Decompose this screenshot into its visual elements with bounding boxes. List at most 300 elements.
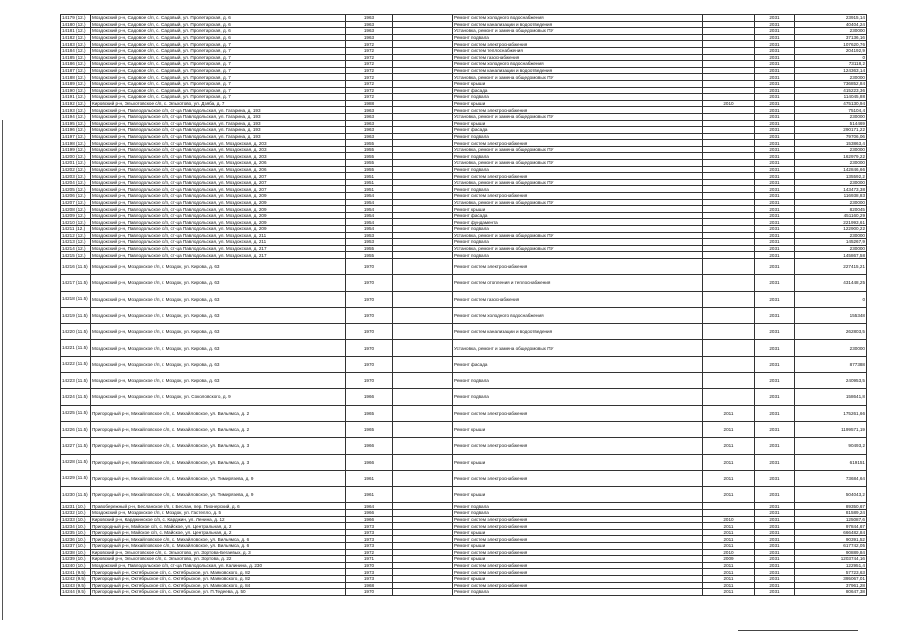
cell-year-last-repair <box>703 199 755 206</box>
cell-work-type: Установка, ремонт и замена общедомовых ПУ <box>453 146 703 153</box>
cell-row-id: 14209 (12.) <box>61 212 91 219</box>
cell-planned-year: 2031 <box>755 41 795 48</box>
cell-planned-year: 2031 <box>755 470 795 486</box>
cell-planned-year: 2031 <box>755 28 795 35</box>
cell-address: Моздокский р-н, Павлодольское с/п, ст-ца Павлодольская, ул. Моздокская, д. 209 <box>91 206 346 213</box>
table-row <box>61 212 867 219</box>
cell-year-last-repair: 2011 <box>703 575 755 582</box>
cell-planned-year: 2031 <box>755 100 795 107</box>
cell-year-built: 1954 <box>346 206 393 213</box>
cell-year-last-repair <box>703 47 755 54</box>
cell-work-type: Ремонт подвала <box>453 94 703 101</box>
cell-address: Моздокский р-н, Садовое с/п, с. Садовый, ул. Пролетарская, д. 7 <box>91 41 346 48</box>
cell-year-built: 1963 <box>346 133 393 140</box>
cell-address: Моздокский р-н, Павлодольское с/п, ст-ца Павлодольская, ул. Моздокская, д. 209 <box>91 219 346 226</box>
cell-planned-year: 2031 <box>755 107 795 114</box>
table-row <box>61 113 867 120</box>
table-row <box>61 140 867 147</box>
cell-work-type: Установка, ремонт и замена общедомовых ПУ <box>453 340 703 356</box>
cell-cost: 142846,66 <box>795 166 867 173</box>
cell-year-prev-repair <box>393 536 453 543</box>
table-row <box>61 153 867 160</box>
cell-planned-year: 2031 <box>755 356 795 372</box>
cell-planned-year: 2031 <box>755 516 795 523</box>
cell-row-id: 14220 (11.5) <box>61 324 91 340</box>
table-row <box>61 186 867 193</box>
table-row <box>61 107 867 114</box>
cell-year-last-repair: 2011 <box>703 569 755 576</box>
cell-row-id: 14204 (12.) <box>61 179 91 186</box>
cell-work-type: Ремонт подвала <box>453 252 703 259</box>
cell-year-built: 1972 <box>346 87 393 94</box>
cell-cost: 143473,38 <box>795 186 867 193</box>
cell-year-prev-repair <box>393 107 453 114</box>
cell-year-prev-repair <box>393 206 453 213</box>
cell-year-prev-repair <box>393 569 453 576</box>
cell-address: Моздокский р-н, Павлодольское с/п, ст-ца Павлодольская, ул. Моздокская, д. 209 <box>91 226 346 233</box>
cell-year-prev-repair <box>393 510 453 517</box>
cell-planned-year: 2031 <box>755 94 795 101</box>
cell-cost: 73684,64 <box>795 470 867 486</box>
cell-cost: 204192,9 <box>795 47 867 54</box>
cell-year-built: 1972 <box>346 54 393 61</box>
table-row <box>61 193 867 200</box>
table-row <box>61 160 867 167</box>
table-row <box>61 389 867 405</box>
table-row <box>61 589 867 596</box>
cell-planned-year: 2031 <box>755 245 795 252</box>
cell-cost: 97844,67 <box>795 523 867 530</box>
cell-row-id: 14182 (12.) <box>61 34 91 41</box>
cell-row-id: 14217 (11.5) <box>61 275 91 291</box>
cell-row-id: 14227 (11.5) <box>61 438 91 454</box>
cell-cost: 230000 <box>795 245 867 252</box>
cell-year-last-repair <box>703 107 755 114</box>
cell-row-id: 14242 (9.5) <box>61 575 91 582</box>
cell-year-last-repair: 2011 <box>703 487 755 503</box>
cell-year-built: 1955 <box>346 245 393 252</box>
cell-cost: 221993,61 <box>795 219 867 226</box>
cell-planned-year: 2031 <box>755 206 795 213</box>
cell-row-id: 14219 (11.5) <box>61 307 91 323</box>
cell-year-built: 1972 <box>346 94 393 101</box>
cell-year-prev-repair <box>393 421 453 437</box>
cell-row-id: 14199 (12.) <box>61 146 91 153</box>
cell-year-built: 1970 <box>346 340 393 356</box>
cell-cost: 230000 <box>795 340 867 356</box>
cell-planned-year: 2031 <box>755 226 795 233</box>
cell-planned-year: 2031 <box>755 575 795 582</box>
cell-year-prev-repair <box>393 179 453 186</box>
cell-cost: 90493,2 <box>795 438 867 454</box>
cell-planned-year: 2031 <box>755 219 795 226</box>
cell-planned-year: 2031 <box>755 252 795 259</box>
cell-year-built: 1964 <box>346 503 393 510</box>
cell-planned-year: 2031 <box>755 127 795 134</box>
cell-year-last-repair <box>703 179 755 186</box>
cell-year-last-repair <box>703 80 755 87</box>
cell-address: Кировский р-н, Карджинское с/п, с. Карджин, ул. Ленина, д. 12 <box>91 516 346 523</box>
cell-year-prev-repair <box>393 54 453 61</box>
cell-year-last-repair <box>703 74 755 81</box>
table-row <box>61 569 867 576</box>
cell-year-last-repair <box>703 160 755 167</box>
table-row <box>61 556 867 563</box>
table-row <box>61 275 867 291</box>
cell-year-built: 1965 <box>346 421 393 437</box>
cell-year-prev-repair <box>393 199 453 206</box>
table-row <box>61 575 867 582</box>
cell-cost: 145267,9 <box>795 239 867 246</box>
table-row <box>61 510 867 517</box>
cell-year-last-repair <box>703 275 755 291</box>
cell-planned-year: 2031 <box>755 21 795 28</box>
cell-year-prev-repair <box>393 589 453 596</box>
cell-year-last-repair <box>703 87 755 94</box>
cell-year-last-repair <box>703 54 755 61</box>
cell-work-type: Ремонт фасада <box>453 87 703 94</box>
cell-year-built: 1966 <box>346 438 393 454</box>
cell-row-id: 14226 (11.5) <box>61 421 91 437</box>
cell-year-built: 1961 <box>346 487 393 503</box>
cell-year-prev-repair <box>393 34 453 41</box>
cell-planned-year: 2031 <box>755 510 795 517</box>
cell-cost: 617742,05 <box>795 542 867 549</box>
cell-planned-year: 2031 <box>755 80 795 87</box>
table-row <box>61 15 867 22</box>
cell-work-type: Ремонт систем электроснабжения <box>453 173 703 180</box>
cell-year-built: 1955 <box>346 140 393 147</box>
cell-work-type: Установка, ремонт и замена общедомовых ПУ <box>453 74 703 81</box>
cell-work-type: Ремонт систем электроснабжения <box>453 470 703 486</box>
cell-cost: 290171,22 <box>795 127 867 134</box>
cell-row-id: 14244 (9.5) <box>61 589 91 596</box>
table-row <box>61 536 867 543</box>
cell-row-id: 14190 (12.) <box>61 87 91 94</box>
cell-row-id: 14230 (11.5) <box>61 487 91 503</box>
cell-year-prev-repair <box>393 61 453 68</box>
cell-row-id: 14206 (12.) <box>61 193 91 200</box>
cell-year-built: 1972 <box>346 549 393 556</box>
cell-work-type: Ремонт систем электроснабжения <box>453 536 703 543</box>
cell-address: Моздокский р-н, Павлодольское с/п, ст-ца Павлодольская, ул. Моздокская, д. 203 <box>91 146 346 153</box>
cell-year-last-repair <box>703 219 755 226</box>
cell-year-prev-repair <box>393 100 453 107</box>
cell-year-last-repair <box>703 510 755 517</box>
cell-row-id: 14222 (11.5) <box>61 356 91 372</box>
cell-work-type: Установка, ремонт и замена общедомовых ПУ <box>453 199 703 206</box>
cell-cost: 230000 <box>795 146 867 153</box>
cell-year-prev-repair <box>393 405 453 421</box>
cell-cost: 431448,25 <box>795 275 867 291</box>
cell-row-id: 14207 (12.) <box>61 199 91 206</box>
cell-row-id: 14233 (10.) <box>61 516 91 523</box>
cell-work-type: Ремонт фасада <box>453 356 703 372</box>
cell-work-type: Ремонт крыши <box>453 556 703 563</box>
cell-address: Кировский р-н, Эльхотовское с/п, с. Эльхотово, ул. Зортова-Бегаевых, д. 3 <box>91 549 346 556</box>
cell-year-prev-repair <box>393 454 453 470</box>
cell-year-built: 1970 <box>346 275 393 291</box>
cell-address: Моздокский р-н, Моздокское г/п, г. Моздок, ул. Кирова, д. 63 <box>91 340 346 356</box>
cell-year-last-repair: 2011 <box>703 529 755 536</box>
cell-year-prev-repair <box>393 258 453 274</box>
cell-year-prev-repair <box>393 232 453 239</box>
table-row <box>61 67 867 74</box>
cell-year-last-repair: 2009 <box>703 556 755 563</box>
table-row <box>61 324 867 340</box>
cell-year-prev-repair <box>393 487 453 503</box>
cell-planned-year: 2031 <box>755 556 795 563</box>
cell-year-prev-repair <box>393 438 453 454</box>
cell-work-type: Ремонт крыши <box>453 120 703 127</box>
cell-row-id: 14187 (12.) <box>61 67 91 74</box>
cell-work-type: Ремонт фасада <box>453 127 703 134</box>
cell-year-last-repair <box>703 307 755 323</box>
cell-year-built: 1972 <box>346 80 393 87</box>
cell-row-id: 14239 (10.) <box>61 556 91 563</box>
table-row <box>61 503 867 510</box>
cell-planned-year: 2031 <box>755 153 795 160</box>
cell-planned-year: 2031 <box>755 307 795 323</box>
cell-year-built: 1955 <box>346 160 393 167</box>
cell-cost: 504043,2 <box>795 487 867 503</box>
cell-address: Моздокский р-н, Павлодольское с/п, ст-ца Павлодольская, ул. Моздокская, д. 217 <box>91 245 346 252</box>
cell-address: Пригородный р-н, Михайловское с/п, с. Михайловское, ул. Вильямса, д. 3 <box>91 454 346 470</box>
cell-year-last-repair <box>703 34 755 41</box>
cell-year-last-repair: 2011 <box>703 562 755 569</box>
cell-work-type: Ремонт систем электроснабжения <box>453 516 703 523</box>
capital-repair-table-sheet <box>60 14 866 596</box>
cell-row-id: 14236 (10.) <box>61 536 91 543</box>
cell-row-id: 14193 (12.) <box>61 107 91 114</box>
cell-row-id: 14223 (11.5) <box>61 373 91 389</box>
cell-address: Моздокский р-н, Павлодольское с/п, ст-ца Павлодольская, ул. Моздокская, д. 203 <box>91 140 346 147</box>
cell-cost: 230000 <box>795 179 867 186</box>
cell-cost: 0 <box>795 291 867 307</box>
cell-year-prev-repair <box>393 373 453 389</box>
cell-work-type: Ремонт систем газоснабжения <box>453 54 703 61</box>
cell-year-built: 1965 <box>346 405 393 421</box>
cell-year-prev-repair <box>393 133 453 140</box>
cell-planned-year: 2031 <box>755 275 795 291</box>
cell-work-type: Ремонт систем электроснабжения <box>453 140 703 147</box>
cell-planned-year: 2031 <box>755 15 795 22</box>
cell-year-built: 1973 <box>346 542 393 549</box>
cell-year-last-repair: 2011 <box>703 582 755 589</box>
cell-year-prev-repair <box>393 87 453 94</box>
cell-address: Пригородный р-н, Октябрьское с/п, с. Октябрьское, ул. Маяковского, д. 82 <box>91 569 346 576</box>
cell-row-id: 14216 (11.5) <box>61 258 91 274</box>
cell-row-id: 14243 (9.5) <box>61 582 91 589</box>
cell-work-type: Установка, ремонт и замена общедомовых ПУ <box>453 160 703 167</box>
cell-cost: 415223,36 <box>795 87 867 94</box>
cell-cost: 145867,58 <box>795 252 867 259</box>
table-row <box>61 523 867 530</box>
cell-year-built: 1970 <box>346 291 393 307</box>
cell-planned-year: 2031 <box>755 199 795 206</box>
table-row <box>61 74 867 81</box>
cell-cost: 122951,4 <box>795 562 867 569</box>
cell-planned-year: 2031 <box>755 582 795 589</box>
cell-cost: 153863,4 <box>795 140 867 147</box>
cell-year-built: 1954 <box>346 193 393 200</box>
cell-work-type: Ремонт подвала <box>453 373 703 389</box>
cell-year-last-repair <box>703 41 755 48</box>
cell-row-id: 14221 (11.5) <box>61 340 91 356</box>
cell-work-type: Ремонт подвала <box>453 153 703 160</box>
cell-year-last-repair: 2011 <box>703 438 755 454</box>
cell-work-type: Ремонт систем электроснабжения <box>453 562 703 569</box>
cell-row-id: 14225 (11.5) <box>61 405 91 421</box>
cell-year-built: 1963 <box>346 34 393 41</box>
cell-year-prev-repair <box>393 120 453 127</box>
cell-cost: 116938,83 <box>795 193 867 200</box>
cell-year-prev-repair <box>393 542 453 549</box>
cell-year-prev-repair <box>393 15 453 22</box>
cell-row-id: 14240 (10.) <box>61 562 91 569</box>
table-row <box>61 34 867 41</box>
cell-year-built: 1954 <box>346 219 393 226</box>
table-row <box>61 258 867 274</box>
cell-cost: 666482,84 <box>795 529 867 536</box>
cell-work-type: Ремонт крыши <box>453 421 703 437</box>
cell-year-last-repair: 2011 <box>703 470 755 486</box>
cell-planned-year: 2031 <box>755 405 795 421</box>
cell-year-built: 1970 <box>346 307 393 323</box>
cell-year-built: 1954 <box>346 226 393 233</box>
cell-address: Моздокский р-н, Павлодольское с/п, ст-ца Павлодольская, ул. Гагарина, д. 193 <box>91 113 346 120</box>
cell-year-last-repair: 2010 <box>703 100 755 107</box>
cell-work-type: Ремонт систем теплоснабжения <box>453 47 703 54</box>
cell-row-id: 14238 (10.) <box>61 549 91 556</box>
cell-year-built: 1970 <box>346 356 393 372</box>
cell-year-prev-repair <box>393 21 453 28</box>
cell-year-built: 1953 <box>346 232 393 239</box>
cell-cost: 37961,28 <box>795 582 867 589</box>
cell-address: Моздокский р-н, Павлодольское с/п, ст-ца Павлодольская, ул. Моздокская, д. 206 <box>91 160 346 167</box>
cell-row-id: 14232 (10.) <box>61 510 91 517</box>
cell-year-last-repair: 2011 <box>703 405 755 421</box>
cell-cost: 240953,5 <box>795 373 867 389</box>
table-row <box>61 47 867 54</box>
table-row <box>61 61 867 68</box>
table-row <box>61 470 867 486</box>
cell-year-prev-repair <box>393 28 453 35</box>
cell-address: Моздокский р-н, Садовое с/п, с. Садовый, ул. Пролетарская, д. 7 <box>91 67 346 74</box>
cell-year-prev-repair <box>393 389 453 405</box>
cell-work-type: Ремонт подвала <box>453 239 703 246</box>
cell-row-id: 14191 (12.) <box>61 94 91 101</box>
cell-work-type: Ремонт крыши <box>453 542 703 549</box>
cell-address: Кировский р-н, Эльхотовское с/п, с. Эльхотово, ул. Зортова, д. 22 <box>91 556 346 563</box>
table-row <box>61 80 867 87</box>
cell-work-type: Ремонт систем электроснабжения <box>453 438 703 454</box>
cell-work-type: Установка, ремонт и замена общедомовых ПУ <box>453 179 703 186</box>
page-footer-line <box>738 630 858 637</box>
cell-cost: 230000 <box>795 160 867 167</box>
cell-cost: 122900,22 <box>795 226 867 233</box>
cell-year-built: 1963 <box>346 127 393 134</box>
cell-cost: 475130,94 <box>795 100 867 107</box>
cell-planned-year: 2031 <box>755 193 795 200</box>
cell-work-type: Ремонт систем электроснабжения <box>453 258 703 274</box>
cell-year-prev-repair <box>393 173 453 180</box>
cell-row-id: 14218 (11.5) <box>61 291 91 307</box>
cell-year-last-repair: 2011 <box>703 589 755 596</box>
cell-row-id: 14214 (12.) <box>61 245 91 252</box>
cell-planned-year: 2031 <box>755 421 795 437</box>
cell-row-id: 14196 (12.) <box>61 127 91 134</box>
cell-year-built: 1951 <box>346 186 393 193</box>
cell-address: Моздокский р-н, Павлодольское с/п, ст-ца Павлодольская, ул. Моздокская, д. 211 <box>91 232 346 239</box>
cell-year-last-repair <box>703 28 755 35</box>
cell-work-type: Ремонт подвала <box>453 166 703 173</box>
cell-address: Правобережный р-н, Бесланское г/п, г. Беслан, пер. Пионерский, д. 6 <box>91 503 346 510</box>
cell-year-built: 1971 <box>346 556 393 563</box>
cell-year-last-repair <box>703 186 755 193</box>
cell-work-type: Ремонт систем канализации и водоотведения <box>453 67 703 74</box>
cell-address: Моздокский р-н, Садовое с/п, с. Садовый, ул. Пролетарская, д. 7 <box>91 94 346 101</box>
cell-year-built: 1988 <box>346 100 393 107</box>
table-row <box>61 133 867 140</box>
cell-work-type: Ремонт систем электроснабжения <box>453 569 703 576</box>
cell-year-built: 1970 <box>346 373 393 389</box>
cell-year-prev-repair <box>393 153 453 160</box>
cell-year-last-repair <box>703 212 755 219</box>
cell-year-built: 1955 <box>346 153 393 160</box>
cell-year-prev-repair <box>393 127 453 134</box>
cell-address: Моздокский р-н, Садовое с/п, с. Садовый, ул. Пролетарская, д. 7 <box>91 80 346 87</box>
cell-year-built: 1973 <box>346 575 393 582</box>
cell-work-type: Ремонт подвала <box>453 226 703 233</box>
cell-address: Моздокский р-н, Моздокское г/п, г. Моздок, ул. Кирова, д. 63 <box>91 307 346 323</box>
cell-year-built: 1951 <box>346 179 393 186</box>
cell-address: Пригородный р-н, Михайловское с/п, с. Михайловское, ул. Вильямса, д. 2 <box>91 421 346 437</box>
cell-work-type: Ремонт подвала <box>453 589 703 596</box>
cell-cost: 162979,22 <box>795 153 867 160</box>
cell-row-id: 14241 (9.5) <box>61 569 91 576</box>
cell-cost: 451160,29 <box>795 212 867 219</box>
cell-year-built: 1970 <box>346 258 393 274</box>
cell-cost: 820045 <box>795 206 867 213</box>
cell-work-type: Ремонт крыши <box>453 80 703 87</box>
cell-cost: 90391,52 <box>795 536 867 543</box>
table-row <box>61 516 867 523</box>
cell-address: Пригородный р-н, Майское с/п, с. Майское, ул. Центральная, д. 2 <box>91 529 346 536</box>
cell-planned-year: 2031 <box>755 389 795 405</box>
cell-cost: 230000 <box>795 232 867 239</box>
table-row <box>61 291 867 307</box>
cell-row-id: 14189 (12.) <box>61 80 91 87</box>
cell-year-built: 1972 <box>346 74 393 81</box>
cell-cost: 90889,84 <box>795 549 867 556</box>
cell-address: Моздокский р-н, Садовое с/п, с. Садовый, ул. Пролетарская, д. 6 <box>91 15 346 22</box>
cell-year-built: 1972 <box>346 41 393 48</box>
cell-year-last-repair <box>703 15 755 22</box>
cell-year-prev-repair <box>393 252 453 259</box>
cell-planned-year: 2031 <box>755 232 795 239</box>
cell-row-id: 14198 (12.) <box>61 140 91 147</box>
cell-address: Моздокский р-н, Павлодольское с/п, ст-ца Павлодольская, ул. Моздокская, д. 211 <box>91 239 346 246</box>
cell-year-built: 1970 <box>346 589 393 596</box>
cell-cost: 124363,14 <box>795 67 867 74</box>
cell-address: Моздокский р-н, Моздокское г/п, г. Моздок, ул. Кирова, д. 63 <box>91 275 346 291</box>
cell-planned-year: 2031 <box>755 239 795 246</box>
cell-year-prev-repair <box>393 41 453 48</box>
cell-address: Моздокский р-н, Павлодольское с/п, ст-ца Павлодольская, ул. Моздокская, д. 206 <box>91 166 346 173</box>
cell-row-id: 14185 (12.) <box>61 54 91 61</box>
cell-address: Моздокский р-н, Павлодольское с/п, ст-ца Павлодольская, ул. Калинина, д. 230 <box>91 562 346 569</box>
